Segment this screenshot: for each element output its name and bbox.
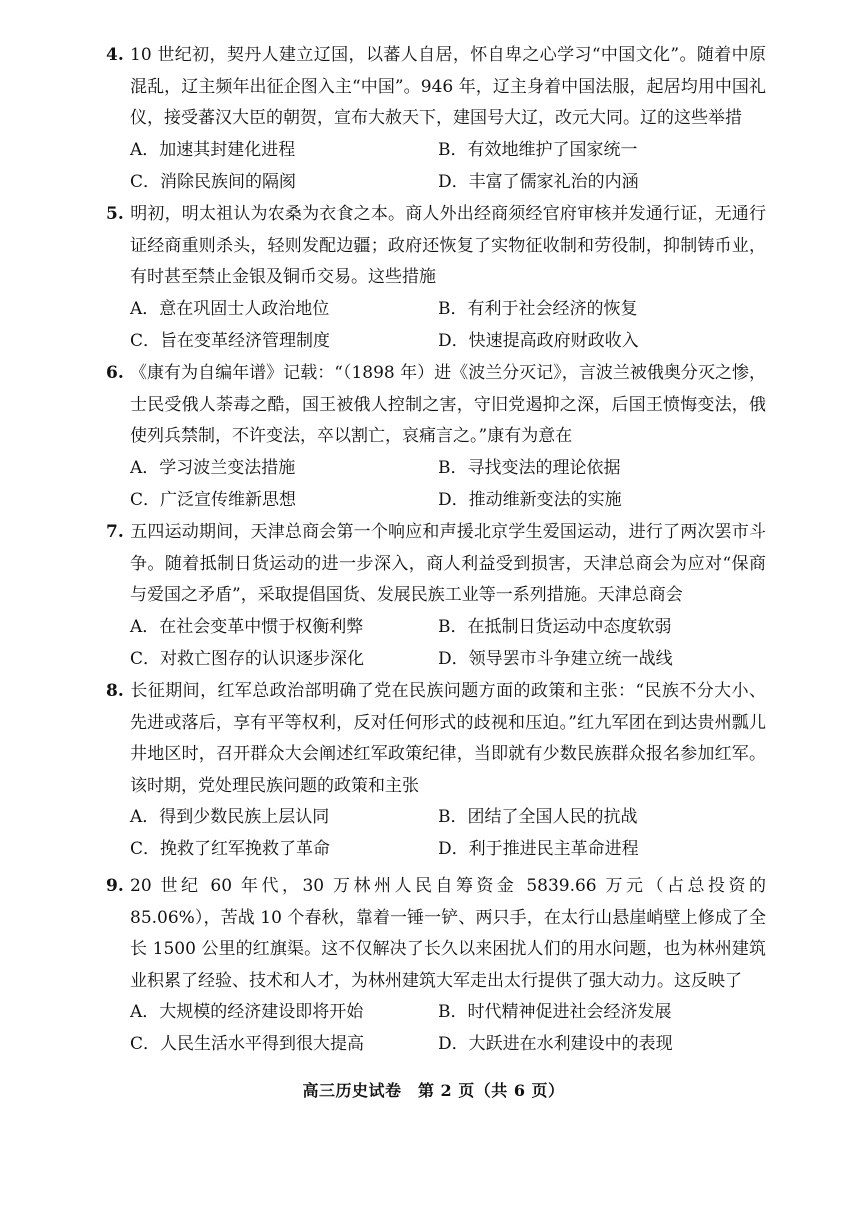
question-5 xyxy=(106,199,766,357)
option-b[interactable]: B．有效地维护了国家统一 xyxy=(438,139,638,160)
option-a[interactable]: A．大规模的经济建设即将开始 xyxy=(130,1002,364,1022)
options xyxy=(106,612,766,675)
option-b[interactable]: B．时代精神促进社会经济发展 xyxy=(438,1002,672,1022)
option-d[interactable]: D．丰富了儒家礼治的内涵 xyxy=(438,171,639,192)
question-stem: 明初，明太祖认为农桑为衣食之本。商人外出经商须经官府审核并发通行证，无通行证经商重则杀头，轻则发配边疆；政府还恢复了实物征收制和劳役制，抑制铸币业，有时甚至禁止金银及铜币交易。这些措施 xyxy=(130,204,766,287)
question-6 xyxy=(106,358,766,516)
question-number: 7. xyxy=(106,522,124,542)
option-a[interactable]: A．得到少数民族上层认同 xyxy=(130,807,330,827)
option-a[interactable]: A．学习波兰变法措施 xyxy=(130,457,296,478)
option-b[interactable]: B．团结了全国人民的抗战 xyxy=(438,807,638,827)
option-c[interactable]: C．人民生活水平得到很大提高 xyxy=(130,1034,365,1054)
option-d[interactable]: D．推动维新变法的实施 xyxy=(438,489,622,510)
question-stem: 20 世纪 60 年代，30 万林州人民自筹资金 5839.66 万元（占总投资的 85.06%），苦战 10 个春秋，靠着一锤一铲、两只手，在太行山悬崖峭壁上修成了全长 1500 公里的红旗渠。这不仅解决了长久以来困扰人们的用水问题，也为林州建筑业积累了经验、技术和人才，为林州建筑大军走出太行提供了强大动力。这反映了 xyxy=(130,876,766,991)
options xyxy=(106,997,766,1060)
question-stem: 五四运动期间，天津总商会第一个响应和声援北京学生爱国运动，进行了两次罢市斗争。随着抵制日货运动的进一步深入，商人利益受到损害，天津总商会为应对“保商与爱国之矛盾”，采取提倡国货、发展民族工业等一系列措施。天津总商会 xyxy=(130,522,766,605)
question-number: 4. xyxy=(106,45,124,65)
question-stem: 《康有为自编年谱》记载：“（1898 年）进《波兰分灭记》，言波兰被俄奥分灭之惨，士民受俄人荼毒之酷，国王被俄人控制之害，守旧党遏抑之深，后国王愤悔变法，俄使列兵禁制，不许变法，卒以割亡，哀痛言之。”康有为意在 xyxy=(130,363,766,446)
option-d[interactable]: D．快速提高政府财政收入 xyxy=(438,330,639,351)
page-footer: 高三历史试卷 第 2 页（共 6 页） xyxy=(302,1081,565,1100)
question-number: 8. xyxy=(106,681,124,701)
options xyxy=(106,802,766,865)
options xyxy=(106,135,766,198)
option-a[interactable]: A．加速其封建化进程 xyxy=(130,139,296,160)
option-a[interactable]: A．在社会变革中惯于权衡利弊 xyxy=(130,616,364,637)
option-c[interactable]: C．广泛宣传维新思想 xyxy=(130,489,297,510)
option-c[interactable]: C．对救亡图存的认识逐步深化 xyxy=(130,648,365,669)
option-b[interactable]: B．有利于社会经济的恢复 xyxy=(438,298,638,319)
option-a[interactable]: A．意在巩固士人政治地位 xyxy=(130,298,330,319)
options xyxy=(106,453,766,516)
question-number: 6. xyxy=(106,363,124,383)
option-b[interactable]: B．在抵制日货运动中态度软弱 xyxy=(438,616,672,637)
question-4 xyxy=(106,40,766,198)
option-d[interactable]: D．大跃进在水利建设中的表现 xyxy=(438,1034,673,1054)
question-number: 9. xyxy=(106,876,124,896)
options xyxy=(106,294,766,357)
question-stem: 长征期间，红军总政治部明确了党在民族问题方面的政策和主张：“民族不分大小、先进或落后，享有平等权利，反对任何形式的歧视和压迫。”红九军团在到达贵州瓢儿井地区时，召开群众大会阐述红军政策纪律，当即就有少数民族群众报名参加红军。该时期，党处理民族问题的政策和主张 xyxy=(130,681,766,796)
question-7 xyxy=(106,517,766,675)
option-b[interactable]: B．寻找变法的理论依据 xyxy=(438,457,621,478)
option-d[interactable]: D．利于推进民主革命进程 xyxy=(438,839,639,859)
question-9 xyxy=(106,871,766,1060)
option-c[interactable]: C．旨在变革经济管理制度 xyxy=(130,330,331,351)
question-stem: 10 世纪初，契丹人建立辽国，以蕃人自居，怀自卑之心学习“中国文化”。随着中原混乱，辽主频年出征企图入主“中国”。946 年，辽主身着中国法服，起居均用中国礼仪，接受蕃汉大臣的朝贺，宣布大赦天下，建国号大辽，改元大同。辽的这些举措 xyxy=(130,45,766,128)
question-8 xyxy=(106,676,766,865)
option-c[interactable]: C．挽救了红军挽救了革命 xyxy=(130,839,331,859)
option-c[interactable]: C．消除民族间的隔阂 xyxy=(130,171,297,192)
question-number: 5. xyxy=(106,204,124,224)
option-d[interactable]: D．领导罢市斗争建立统一战线 xyxy=(438,648,673,669)
